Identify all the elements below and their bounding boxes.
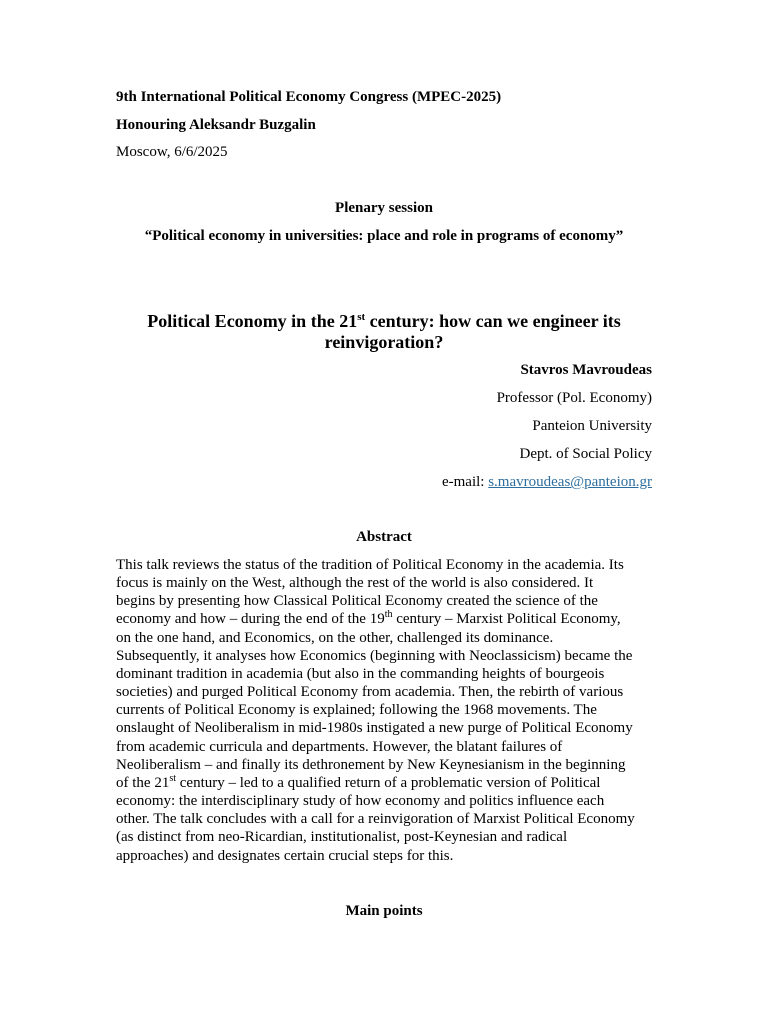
email-link[interactable]: s.mavroudeas@panteion.gr <box>488 474 652 490</box>
abstract-line: societies) and purged Political Economy from academia. Then, the rebirth of various <box>116 684 624 701</box>
author-university: Panteion University <box>532 418 652 434</box>
paper-title-part1: Political Economy in the 21 <box>147 311 358 331</box>
abstract-line: (as distinct from neo-Ricardian, institutionalist, post-Keynesian and radical <box>116 829 568 846</box>
session-name: Plenary session <box>335 200 433 216</box>
paper-title-line-1 <box>0 310 768 332</box>
abstract-line: economy: the interdisciplinary study of how economy and politics influence each <box>116 793 605 810</box>
author-position: Professor (Pol. Economy) <box>496 390 652 406</box>
abstract-line-sup: th <box>384 609 393 621</box>
paper-title-line-2: reinvigoration? <box>324 332 444 352</box>
honouring-line: Honouring Aleksandr Buzgalin <box>116 117 316 133</box>
abstract-body <box>116 556 656 865</box>
abstract-line: focus is mainly on the West, although the rest of the world is also considered. It <box>116 575 594 592</box>
abstract-heading: Abstract <box>356 529 412 545</box>
abstract-line-text: economy and how – during the end of the 19 <box>116 611 385 628</box>
abstract-line: onslaught of Neoliberalism in mid-1980s instigated a new purge of Political Economy <box>116 720 633 737</box>
abstract-line: approaches) and designates certain crucial steps for this. <box>116 847 454 864</box>
author-email-line <box>442 473 652 491</box>
abstract-line-text: of the 21 <box>116 774 170 791</box>
paper-title-part2: century: how can we engineer its <box>365 311 621 331</box>
email-label: e-mail: <box>441 474 489 490</box>
abstract-line <box>116 774 656 792</box>
abstract-line: other. The talk concludes with a call for a reinvigoration of Marxist Political Economy <box>116 811 635 828</box>
abstract-line: on the one hand, and Economics, on the other, challenged its dominance. <box>116 629 554 646</box>
paper-title-sup: st <box>357 311 366 323</box>
main-points-heading: Main points <box>345 903 423 919</box>
author-department: Dept. of Social Policy <box>519 446 652 462</box>
abstract-line: from academic curricula and departments. However, the blatant failures of <box>116 738 563 755</box>
author-name: Stavros Mavroudeas <box>520 362 652 378</box>
abstract-line-text: century – led to a qualified return of a problematic version of Political <box>176 774 601 791</box>
abstract-line <box>116 610 656 628</box>
place-date: Moscow, 6/6/2025 <box>116 144 228 160</box>
abstract-line: currents of Political Economy is explained; following the 1968 movements. The <box>116 702 597 719</box>
abstract-line: Neoliberalism – and finally its dethronement by New Keynesianism in the beginning <box>116 756 626 773</box>
session-topic: “Political economy in universities: place and role in programs of economy” <box>144 228 624 244</box>
abstract-line: Subsequently, it analyses how Economics (beginning with Neoclassicism) became the <box>116 647 633 664</box>
congress-title: 9th International Political Economy Congress (MPEC-2025) <box>116 89 502 105</box>
abstract-line: begins by presenting how Classical Political Economy created the science of the <box>116 593 598 610</box>
abstract-line-sup: st <box>169 772 176 784</box>
abstract-line-text: century – Marxist Political Economy, <box>392 611 621 628</box>
abstract-line: dominant tradition in academia (but also in the commanding heights of bourgeois <box>116 665 605 682</box>
abstract-line: This talk reviews the status of the tradition of Political Economy in the academia. Its <box>116 557 624 573</box>
